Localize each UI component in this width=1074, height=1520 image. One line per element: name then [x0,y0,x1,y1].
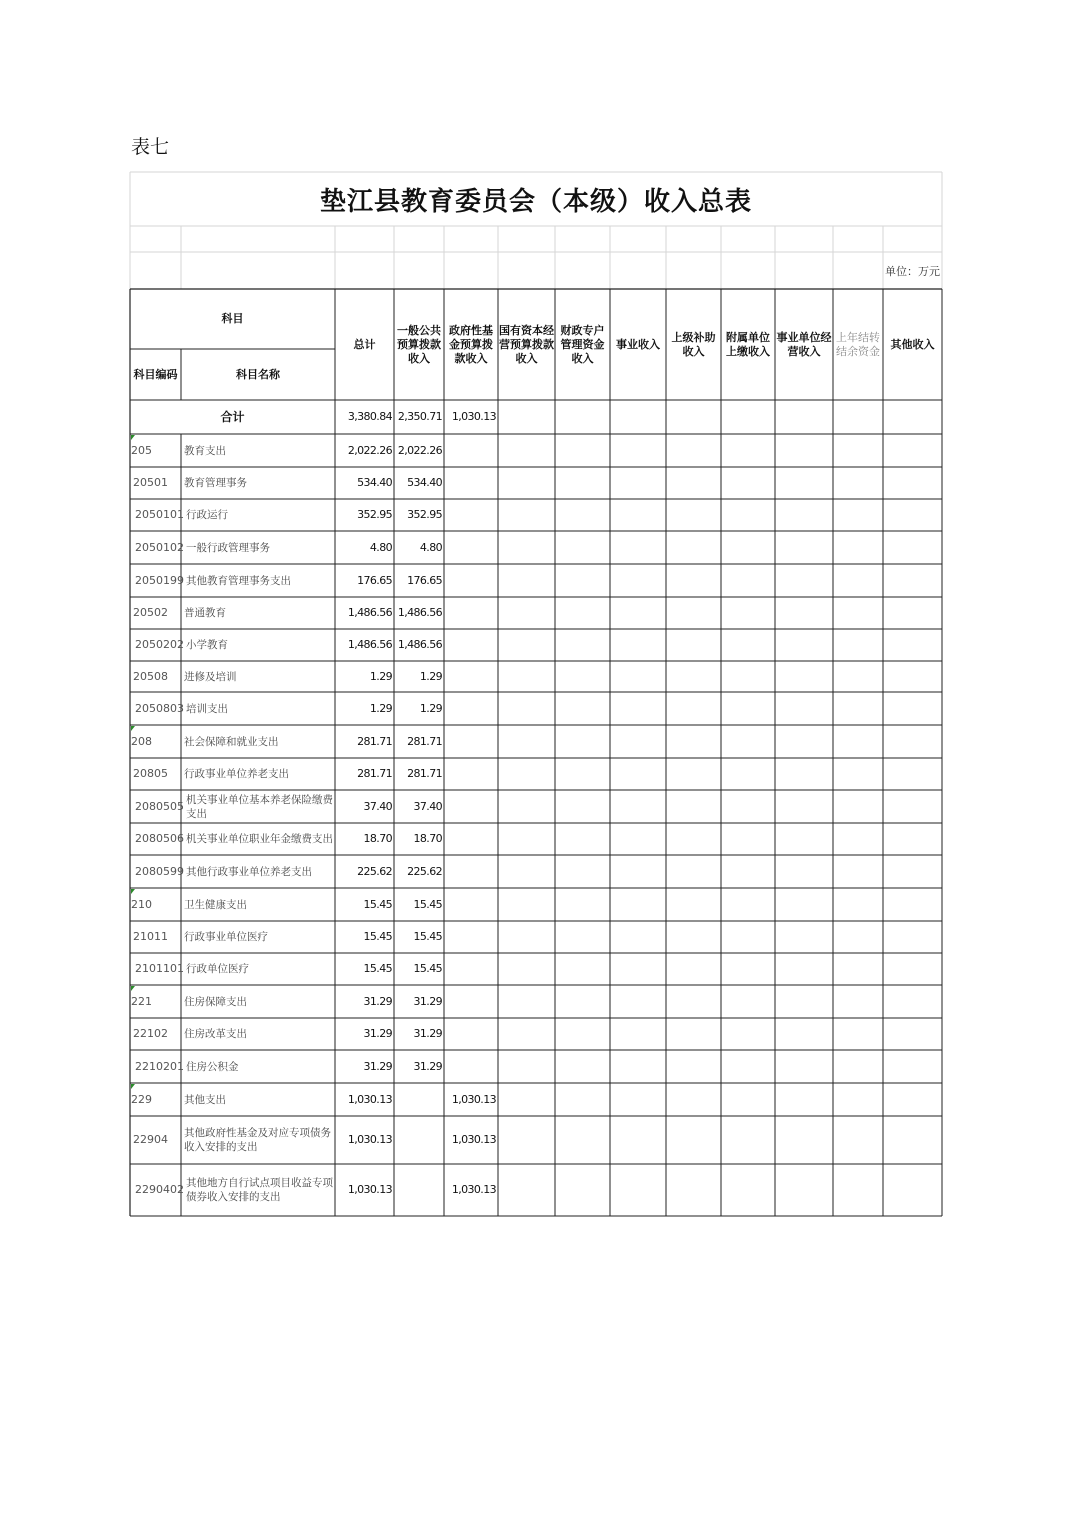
row-general: 18.70 [413,832,442,845]
subject-name: 行政事业单位医疗 [184,931,268,943]
row-general: 31.29 [413,1027,442,1040]
subject-code: 20805 [133,767,168,780]
header-subject-code: 科目编码 [133,367,178,381]
row-total: 352.95 [357,508,392,521]
subject-code: 2290402 [135,1183,184,1196]
subject-code: 2080599 [135,864,184,878]
row-fund [444,953,498,985]
subject-code: 2050803 [135,701,184,715]
row-general [394,1116,444,1164]
subject-code: 21011 [133,930,168,943]
subject-name: 普通教育 [184,607,226,619]
row-fund [444,467,498,499]
row-fund [444,531,498,564]
row-general: 534.40 [407,476,442,489]
subject-code: 2210201 [135,1059,184,1073]
row-total: 4.80 [369,540,392,554]
row-total: 281.71 [357,767,392,780]
row-fund [444,888,498,921]
row-total: 1.29 [369,701,392,715]
subject-name: 教育管理事务 [184,477,247,489]
total-row-general: 2,350.71 [397,410,442,423]
row-fund [444,661,498,692]
subject-name: 其他政府性基金及对应专项债务收入安排的支出 [184,1127,331,1153]
row-general: 176.65 [407,573,442,587]
subject-code: 2080505 [135,799,184,813]
cell-comment-marker [131,726,135,731]
row-general: 225.62 [407,864,442,878]
header-subject: 科目 [221,312,244,325]
subject-name: 其他地方自行试点项目收益专项债券收入安排的支出 [186,1177,333,1203]
row-general: 1,486.56 [397,638,442,651]
row-fund [444,597,498,629]
cell-comment-marker [131,889,135,894]
row-general [394,1164,444,1216]
row-fund [444,823,498,855]
row-general [394,1083,444,1116]
header-column: 一般公共预算拨款收入 [397,323,441,365]
total-row-total: 3,380.84 [347,410,392,423]
row-total: 15.45 [363,930,392,943]
subject-code: 2080506 [135,832,184,845]
subject-name: 住房公积金 [186,1060,239,1073]
row-fund [444,921,498,953]
row-total: 1.29 [369,669,392,683]
row-general: 15.45 [413,897,442,911]
subject-code: 2050202 [135,638,184,651]
subject-name: 进修及培训 [184,670,237,683]
subject-code: 2050101 [135,508,184,521]
row-fund [444,434,498,467]
subject-name: 机关事业单位基本养老保险缴费支出 [186,793,333,820]
subject-code: 20502 [133,606,168,619]
subject-code: 22102 [133,1027,168,1040]
report-title: 垫江县教育委员会（本级）收入总表 [319,186,752,217]
row-total: 1,486.56 [347,638,392,651]
total-row-label: 合计 [220,410,245,424]
row-total: 225.62 [357,864,392,878]
subject-name: 社会保障和就业支出 [184,735,279,748]
subject-code: 22904 [133,1133,168,1146]
header-column: 上级补助收入 [671,330,716,358]
subject-name: 行政事业单位养老支出 [184,768,289,780]
subject-code: 20508 [133,669,168,683]
subject-name: 培训支出 [186,702,228,715]
row-total: 281.71 [357,734,392,748]
header-column: 上年结转结余资金 [836,330,880,358]
subject-name: 行政单位医疗 [186,963,249,975]
subject-name: 其他支出 [184,1093,226,1106]
row-total: 1,030.13 [347,1183,392,1196]
row-total: 1,030.13 [347,1133,392,1146]
subject-code: 20501 [133,476,168,489]
row-general: 1.29 [419,701,442,715]
header-column: 总计 [353,337,376,351]
row-total: 534.40 [357,476,392,489]
header-column: 国有资本经营预算拨款收入 [499,323,554,365]
row-total: 15.45 [363,962,392,975]
subject-name: 其他教育管理事务支出 [186,574,291,587]
row-total: 37.40 [363,799,392,813]
row-fund [444,629,498,661]
row-general: 31.29 [413,994,442,1008]
row-fund [444,692,498,725]
row-total: 18.70 [363,832,392,845]
row-fund [444,758,498,790]
row-general: 2,022.26 [397,443,442,457]
row-fund: 1,030.13 [451,1183,496,1196]
header-subject-name: 科目名称 [236,367,280,381]
subject-code: 2050199 [135,573,184,587]
subject-code: 208 [131,734,152,748]
row-total: 176.65 [357,573,392,587]
subject-name: 卫生健康支出 [184,898,247,911]
row-total: 31.29 [363,1059,392,1073]
subject-name: 机关事业单位职业年金缴费支出 [186,833,333,845]
row-general: 37.40 [413,799,442,813]
row-total: 31.29 [363,994,392,1008]
row-fund [444,985,498,1018]
row-general: 281.71 [407,767,442,780]
row-fund [444,725,498,758]
row-general: 1.29 [419,669,442,683]
subject-code: 2101101 [135,962,184,975]
row-general: 4.80 [419,540,442,554]
cell-comment-marker [131,435,135,440]
subject-name: 住房保障支出 [184,995,247,1008]
row-fund [444,564,498,597]
subject-code: 221 [131,994,152,1008]
row-general: 31.29 [413,1059,442,1073]
subject-name: 其他行政事业单位养老支出 [186,865,312,878]
header-column: 附属单位上缴收入 [726,330,770,358]
row-fund [444,855,498,888]
row-total: 2,022.26 [347,443,392,457]
header-column: 其他收入 [890,337,935,351]
table-label: 表七 [131,136,170,158]
subject-code: 205 [131,443,152,457]
row-total: 31.29 [363,1027,392,1040]
subject-code: 210 [131,897,152,911]
row-total: 1,030.13 [347,1092,392,1106]
header-column: 事业单位经营收入 [776,330,832,358]
subject-name: 教育支出 [184,444,226,457]
row-general: 281.71 [407,734,442,748]
cell-comment-marker [131,986,135,991]
header-column: 事业收入 [616,337,660,351]
subject-name: 住房改革支出 [184,1028,247,1040]
subject-code: 2050102 [135,540,184,554]
row-general: 15.45 [413,962,442,975]
total-row-fund: 1,030.13 [451,410,496,423]
row-general: 352.95 [407,508,442,521]
row-fund [444,499,498,531]
row-general: 1,486.56 [397,606,442,619]
row-fund [444,790,498,823]
row-total: 1,486.56 [347,606,392,619]
row-fund [444,1050,498,1083]
header-column: 财政专户管理资金收入 [560,323,605,365]
subject-name: 小学教育 [186,639,228,651]
row-total: 15.45 [363,897,392,911]
cell-comment-marker [131,1084,135,1089]
header-column: 政府性基金预算拨款收入 [449,323,493,365]
row-fund: 1,030.13 [451,1133,496,1146]
unit-note: 单位：万元 [885,264,940,278]
subject-code: 229 [131,1092,152,1106]
subject-name: 行政运行 [186,509,228,521]
row-fund: 1,030.13 [451,1092,496,1106]
row-fund [444,1018,498,1050]
subject-name: 一般行政管理事务 [186,541,270,554]
row-general: 15.45 [413,930,442,943]
